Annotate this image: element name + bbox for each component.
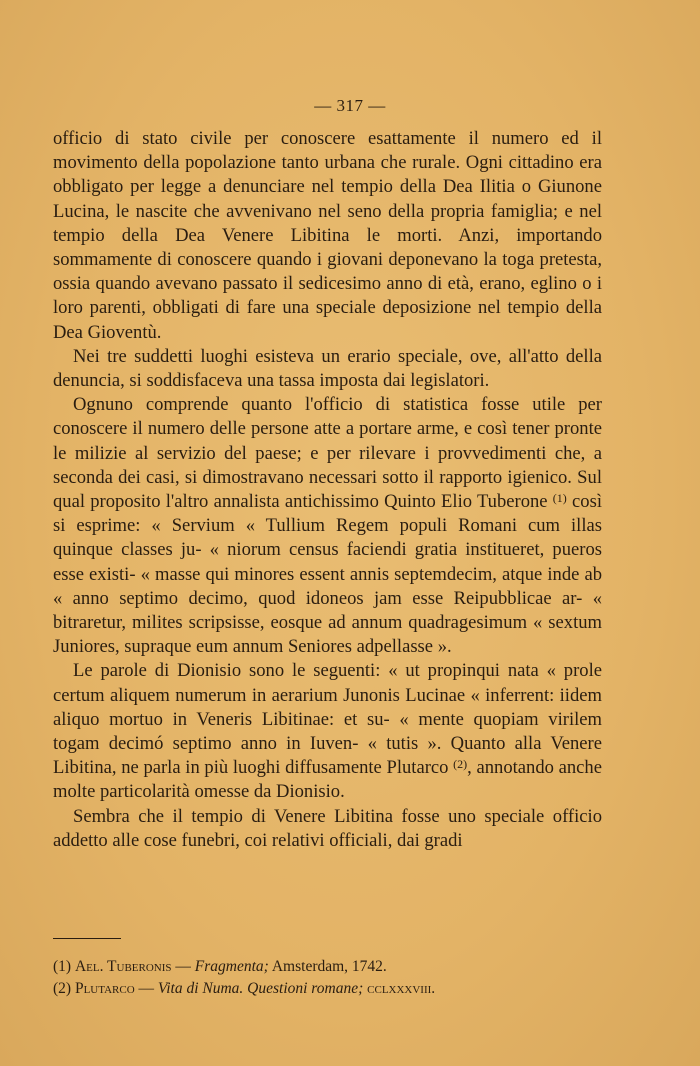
paragraph-4-text-a: Le parole di Dionisio sono le seguenti: « ut propinqui nata « prole certum aliquem numerum in aerarium Junonis Lucinae « inferrent: iidem aliquo mortuo in Veneris Libitinae: et su- « mente quopiam virilem togam decimó septimo anno in Iuven- « tutis ». Quanto alla Venere Libitina, ne parla in più luoghi diffusamente Plutarco: [53, 660, 602, 779]
paragraph-2: Nei tre suddetti luoghi esisteva un erario speciale, ove, all'atto della denuncia, si soddisfaceva una tassa imposta dai legislatori.: [53, 345, 602, 392]
footnote-2-author: Plutarco: [74, 980, 135, 997]
paragraph-1: officio di stato civile per conoscere esattamente il numero ed il movimento della popolazione tanto urbana che rurale. Ogni cittadino era obbligato per legge a denunciare nel tempio della Dea Ilitia o Giunone Lucina, le nascite che avvenivano nel seno della propria famiglia; e nel tempio della Dea Venere Libitina le morti. Anzi, importando sommamente di conoscere quando i giovani deponevano la toga pretesta, ossia quando avevano passato il sedicesimo anno di età, erano, eglino o i loro parenti, obbligati di fare una speciale deposizione nel tempio della Dea Gioventù.: [53, 128, 602, 343]
paragraph-3-text-b: così si esprime: « Servium « Tullium Regem populi Romani cum illas quinque classes ju- « niorum census faciendi gratia institueret, pueros esse existi- « masse qui minores essent annis septemdecim, atque inde ab « anno septimo decimo, quod idoneos jam esse Reipubblicae ar- « bitraretur, milites scripsisse, eosque ad annum quadragesimum « sextum Juniores, supraque eum annum Seniores adpellasse ».: [53, 491, 602, 658]
footnote-2-number: (2): [53, 980, 72, 997]
paragraph-3-text-a: Ognuno comprende quanto l'officio di statistica fosse utile per conoscere il numero delle persone atte a portare arme, e così tener pronte le milizie al servizio del paese; e per rilevare i provvedimenti che, a seconda dei casi, si dimostravano necessari sotto il rapporto igienico. Sul qual proposito l'altro annalista antichissimo Quinto Elio Tuberone: [53, 394, 602, 513]
footnote-2-dash: —: [138, 980, 155, 997]
paragraph-4: [53, 659, 602, 804]
footnote-1: [53, 956, 613, 978]
footnote-1-number: (1): [53, 958, 72, 975]
footnote-2: [53, 978, 613, 1000]
body-text: [53, 127, 602, 853]
page-number: — 317 —: [314, 96, 386, 115]
footnote-ref-2: (2): [453, 757, 468, 772]
footnotes: [53, 956, 613, 1000]
footnote-2-rest: cclxxxviii.: [367, 980, 436, 997]
paragraph-5: Sembra che il tempio di Venere Libitina fosse uno speciale officio addetto alle cose funebri, coi relativi officiali, dai gradi: [53, 805, 602, 851]
footnote-divider: [53, 938, 121, 939]
paragraph-4-text-b: , annotando anche molte particolarità omesse da Dionisio.: [53, 757, 602, 803]
paragraph-3: [53, 393, 602, 659]
footnote-1-title: Fragmenta;: [194, 958, 269, 975]
footnote-2-title: Vita di Numa. Questioni romane;: [157, 980, 364, 997]
footnote-ref-1: (1): [552, 491, 567, 506]
footnote-1-rest: Amsterdam, 1742.: [271, 958, 387, 975]
footnote-1-author: Ael. Tuberonis: [74, 958, 172, 975]
footnote-1-dash: —: [175, 958, 191, 975]
